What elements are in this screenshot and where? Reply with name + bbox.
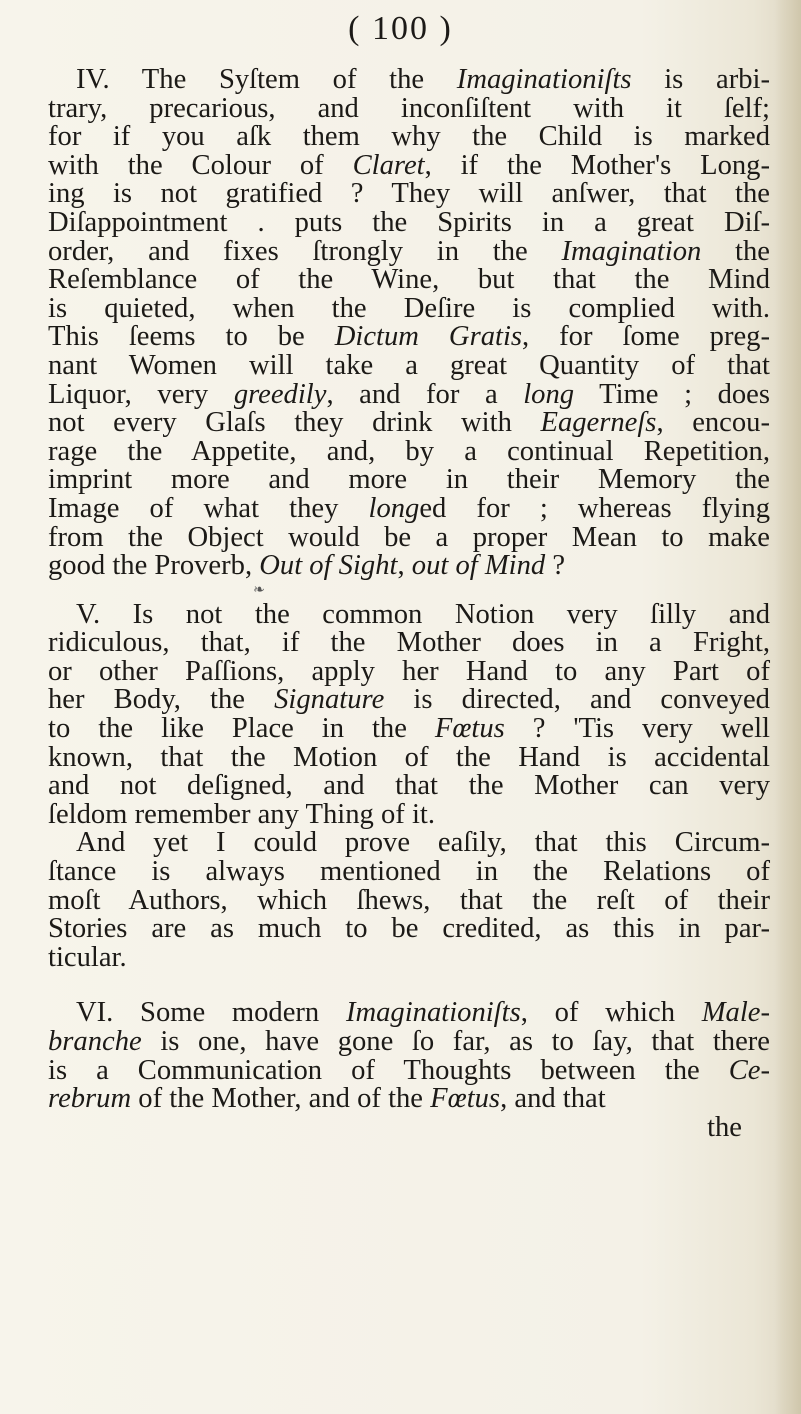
text-line: Diſappointment . puts the Spirits in a great Diſ- [48, 206, 770, 238]
text-line: Stories are as much to be credited, as this in par- [48, 913, 770, 945]
text-line: is quieted, when the Deſire is complied with. [48, 292, 770, 324]
page-edge-shadow [775, 0, 801, 1414]
text-line: rage the Appetite, and, by a continual Repetition, [48, 435, 770, 467]
text-line: is a Communication of Thoughts between the Ce- [48, 1054, 770, 1086]
text-line: Image of what they longed for ; whereas flying [48, 492, 771, 524]
text-line: ſeldom remember any Thing of it. [48, 798, 435, 830]
text-line: V. Is not the common Notion very ſilly and [76, 598, 770, 630]
text-line: branche is one, have gone ſo far, as to ſay, that there [48, 1026, 770, 1057]
page-number-header: ( 100 ) [348, 10, 453, 47]
text-line: rebrum of the Mother, and of the Fœtus, and that [48, 1083, 606, 1115]
text-line: order, and fixes ſtrongly in the Imagination the [48, 235, 770, 267]
text-line: to the like Place in the Fœtus ? 'Tis very well [48, 713, 770, 745]
text-line: IV. The Syſtem of the Imaginationiſts is arbi- [76, 64, 770, 95]
text-line: moſt Authors, which ſhews, that the reſt of their [48, 884, 770, 916]
section-ornament: ❧ [253, 582, 265, 598]
text-line: ridiculous, that, if the Mother does in a Fright, [48, 627, 770, 659]
text-line: with the Colour of Claret, if the Mother's Long- [48, 149, 770, 181]
text-line: not every Glaſs they drink with Eagerneſs, encou- [48, 407, 770, 439]
text-line: ſtance is always mentioned in the Relations of [48, 856, 770, 888]
text-line: And yet I could prove eaſily, that this Circum- [76, 827, 770, 859]
paragraph-vi [48, 999, 770, 1113]
text-line: nant Women will take a great Quantity of that [48, 349, 770, 381]
text-line: for if you aſk them why the Child is marked [48, 121, 770, 153]
text-line: VI. Some modern Imaginationiſts, of which Male- [76, 997, 770, 1029]
text-line: imprint more and more in their Memory the [48, 464, 770, 496]
text-line: her Body, the Signature is directed, and conveyed [48, 684, 770, 716]
text-line: trary, precarious, and inconſiſtent with it ſelf; [48, 92, 770, 124]
text-line: Reſemblance of the Wine, but that the Mind [48, 264, 770, 296]
catchword: the [707, 1111, 742, 1143]
text-line: and not deſigned, and that the Mother can very [48, 770, 770, 802]
text-line: This ſeems to be Dictum Gratis, for ſome preg- [48, 321, 770, 353]
text-line: ticular. [48, 941, 127, 973]
text-line: known, that the Motion of the Hand is accidental [48, 741, 770, 773]
text-line: from the Object would be a proper Mean to make [48, 521, 770, 553]
page-body [48, 66, 770, 1142]
text-line: or other Paſſions, apply her Hand to any Part of [48, 655, 770, 687]
text-line: ing is not gratified ? They will anſwer, that the [48, 178, 770, 210]
paragraph-iv [48, 66, 770, 581]
paragraph-v [48, 598, 770, 973]
text-line: Liquor, very greedily, and for a long Time ; does [48, 378, 771, 410]
text-line: good the Proverb, Out of Sight, out of Mind ? [48, 550, 566, 582]
